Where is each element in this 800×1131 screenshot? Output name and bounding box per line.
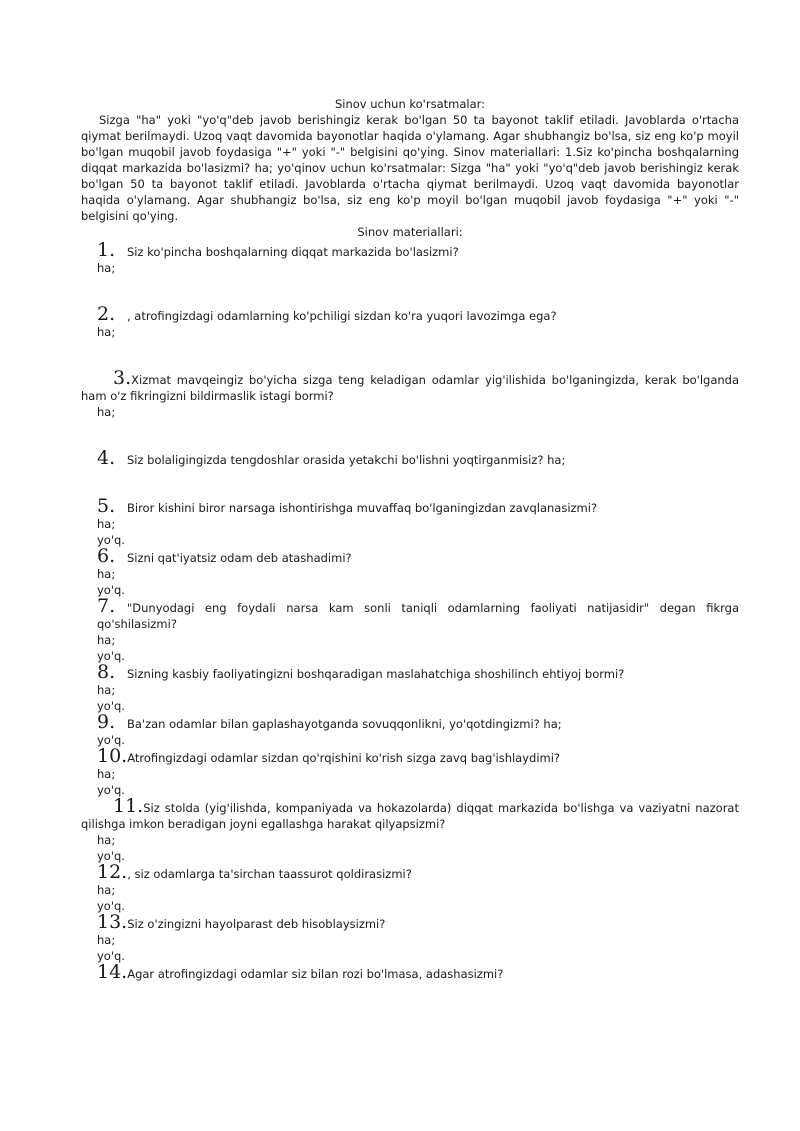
answer-option: yo'q. — [97, 849, 125, 863]
answer-option: yo'q. — [97, 699, 125, 713]
question-number: 2. — [97, 303, 116, 325]
question-line — [81, 367, 739, 404]
question-line — [81, 961, 739, 983]
question-text: "Dunyodagi eng foydali narsa kam sonli taniqli odamlarning faoliyati natijasidir" degan fikrga qo'shilasizmi? — [97, 601, 739, 631]
instructions-heading: Sinov uchun ko'rsatmalar: — [334, 97, 486, 111]
question-number: 8. — [97, 661, 116, 683]
question-text: , atrofingizdagi odamlarning ko'pchiligi sizdan ko'ra yuqori lavozimga ega? — [127, 309, 557, 323]
question-number: 14. — [97, 961, 128, 983]
question-line — [81, 545, 739, 567]
question-line — [81, 303, 739, 325]
question-item — [81, 495, 739, 548]
answer-option: yo'q. — [97, 533, 125, 547]
question-item — [81, 239, 739, 276]
question-line — [81, 911, 739, 933]
answer-option: ha; — [97, 833, 116, 847]
question-line — [81, 239, 739, 261]
question-text: , siz odamlarga ta'sirchan taassurot qoldirasizmi? — [127, 867, 412, 881]
question-item — [81, 861, 739, 914]
question-number: 5. — [97, 495, 116, 517]
question-line — [81, 795, 739, 832]
question-text: Sizni qat'iyatsiz odam deb atashadimi? — [127, 551, 352, 565]
question-item — [81, 303, 739, 340]
question-number: 3. — [113, 367, 132, 389]
answer-option: yo'q. — [97, 649, 125, 663]
answer-option: yo'q. — [97, 783, 125, 797]
question-line — [81, 595, 739, 632]
answer-option: ha; — [97, 683, 116, 697]
answer-option: ha; — [97, 405, 116, 419]
answer-option: yo'q. — [97, 583, 125, 597]
question-number: 12. — [97, 861, 128, 883]
answer-option: yo'q. — [97, 949, 125, 963]
question-text: Agar atrofingizdagi odamlar siz bilan rozi bo'lmasa, adashasizmi? — [127, 967, 504, 981]
question-item — [81, 447, 739, 469]
document-page — [81, 96, 739, 982]
question-line — [81, 861, 739, 883]
question-line — [81, 447, 739, 469]
question-number: 9. — [97, 711, 116, 733]
question-item — [81, 545, 739, 598]
question-text: Atrofingizdagi odamlar sizdan qo'rqishini ko'rish sizga zavq bag'ishlaydimi? — [127, 751, 561, 765]
question-line — [81, 495, 739, 517]
question-number: 1. — [97, 239, 116, 261]
answer-option: ha; — [97, 517, 116, 531]
answer-option: ha; — [97, 883, 116, 897]
question-line — [81, 711, 739, 733]
question-text: Ba'zan odamlar bilan gaplashayotganda sovuqqonlikni, yo'qotdingizmi? ha; — [127, 717, 562, 731]
materials-heading: Sinov materiallari: — [357, 225, 463, 239]
question-number: 11. — [113, 795, 144, 817]
question-item — [81, 961, 739, 983]
question-number: 7. — [97, 595, 116, 617]
instructions-paragraph: Sizga "ha" yoki "yo'q"deb javob berishingiz kerak bo'lgan 50 ta bayonot taklif etiladi. Javoblarda o'rtacha qiymat berilmaydi. Uzoq vaqt davomida bayonotlar haqida o'ylamang. Agar shubhangiz bo'lsa, siz eng ko'p moyil bo'lgan muqobil javob foydasiga "+" yoki "-" belgisini qo'ying. Sinov materiallari: 1.Siz ko'pincha boshqalarning diqqat markazida bo'lasizmi? ha; yo'qinov uchun ko'rsatmalar: Sizga "ha" yoki "yo'q"deb javob berishingiz kerak bo'lgan 50 ta bayonot taklif etiladi. Javoblarda o'rtacha qiymat berilmaydi. Uzoq vaqt davomida bayonotlar haqida o'ylamang. Agar shubhangiz bo'lsa, siz eng ko'p moyil bo'lgan muqobil javob foydasiga "+" yoki "-" belgisini qo'ying. — [81, 113, 739, 223]
question-text: Siz stolda (yig'ilishda, kompaniyada va hokazolarda) diqqat markazida bo'lishga va vaziyatni nazorat qilishga imkon beradigan joyni egallashga harakat qilyapsizmi? — [81, 801, 739, 831]
question-text: Siz ko'pincha boshqalarning diqqat markazida bo'lasizmi? — [127, 245, 459, 259]
question-line — [81, 661, 739, 683]
question-item — [81, 911, 739, 964]
question-text: Siz o'zingizni hayolparast deb hisoblaysizmi? — [127, 917, 386, 931]
question-text: Siz bolaligingizda tengdoshlar orasida yetakchi bo'lishni yoqtirganmisiz? ha; — [127, 453, 566, 467]
answer-option: ha; — [97, 633, 116, 647]
answer-option: ha; — [97, 933, 116, 947]
answer-option: ha; — [97, 261, 116, 275]
question-number: 4. — [97, 447, 116, 469]
answer-option: ha; — [97, 567, 116, 581]
question-item — [81, 795, 739, 864]
answer-option: yo'q. — [97, 733, 125, 747]
question-item — [81, 595, 739, 664]
question-number: 6. — [97, 545, 116, 567]
question-number: 13. — [97, 911, 128, 933]
question-item — [81, 661, 739, 714]
answer-option: ha; — [97, 325, 116, 339]
question-item — [81, 745, 739, 798]
question-line — [81, 745, 739, 767]
answer-option: ha; — [97, 767, 116, 781]
question-list — [81, 239, 739, 983]
question-item — [81, 711, 739, 748]
answer-option: yo'q. — [97, 899, 125, 913]
question-text: Sizning kasbiy faoliyatingizni boshqaradigan maslahatchiga shoshilinch ehtiyoj bormi? — [127, 667, 625, 681]
question-number: 10. — [97, 745, 128, 767]
question-text: Xizmat mavqeingiz bo'yicha sizga teng keladigan odamlar yig'ilishida bo'lganingizda, kerak bo'lganda ham o'z fikringizni bildirmaslik istagi bormi? — [81, 373, 739, 403]
question-text: Biror kishini biror narsaga ishontirishga muvaffaq bo'lganingizdan zavqlanasizmi? — [127, 501, 598, 515]
question-item — [81, 367, 739, 420]
